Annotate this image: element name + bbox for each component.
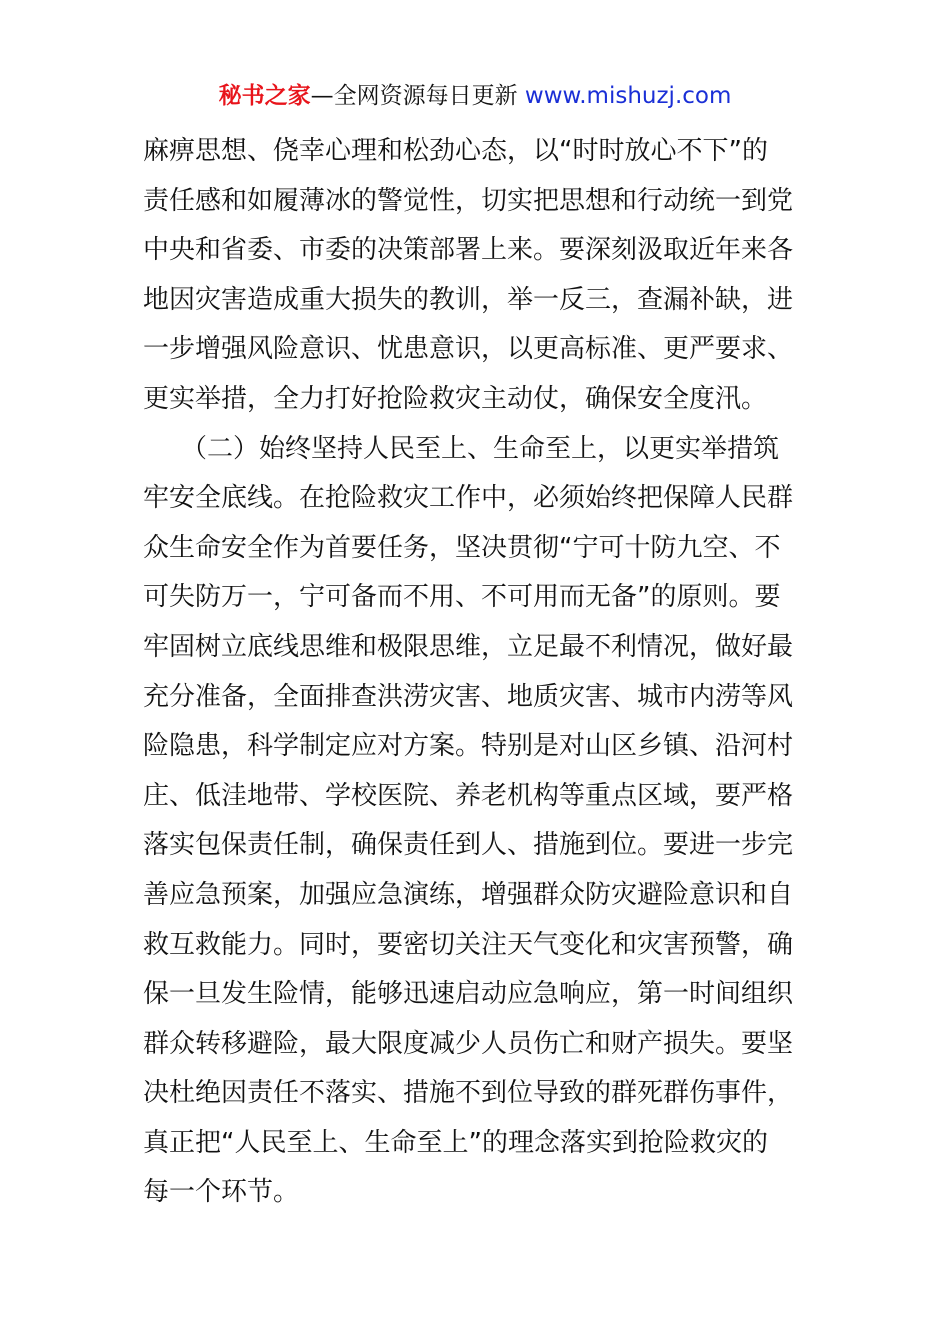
text-line: 保一旦发生险情，能够迅速启动应急响应，第一时间组织 bbox=[143, 979, 794, 1010]
document-body bbox=[143, 127, 813, 1218]
text-line: 险隐患，科学制定应对方案。特别是对山区乡镇、沿河村 bbox=[143, 731, 794, 762]
text-line: 责任感和如履薄冰的警觉性，切实把思想和行动统一到党 bbox=[143, 185, 794, 216]
text-line: 麻痹思想、侥幸心理和松劲心态，以“时时放心不下”的 bbox=[143, 136, 768, 166]
site-url-link[interactable]: www.mishuzj.com bbox=[524, 83, 732, 109]
text-line: 一步增强风险意识、忧患意识，以更高标准、更严要求、 bbox=[143, 334, 794, 365]
site-brand: 秘书之家 bbox=[218, 83, 311, 109]
site-tagline: —全网资源每日更新 bbox=[310, 83, 518, 109]
text-line: 中央和省委、市委的决策部署上来。要深刻汲取近年来各 bbox=[143, 235, 794, 266]
text-line: 救互救能力。同时，要密切关注天气变化和灾害预警，确 bbox=[143, 929, 794, 960]
text-line: 真正把“人民至上、生命至上”的理念落实到抢险救灾的 bbox=[143, 1127, 768, 1158]
text-line: 牢安全底线。在抢险救灾工作中，必须始终把保障人民群 bbox=[143, 483, 794, 514]
text-line: 众生命安全作为首要任务，坚决贯彻“宁可十防九空、不 bbox=[143, 532, 781, 563]
text-line: 更实举措，全力打好抢险救灾主动仗，确保安全度汛。 bbox=[143, 383, 768, 414]
text-line: 可失防万一，宁可备而不用、不可用而无备”的原则。要 bbox=[143, 582, 781, 613]
text-line: 地因灾害造成重大损失的教训，举一反三，查漏补缺，进 bbox=[143, 284, 794, 315]
text-line: 群众转移避险，最大限度减少人员伤亡和财产损失。要坚 bbox=[143, 1028, 794, 1059]
text-line: 善应急预案，加强应急演练，增强群众防灾避险意识和自 bbox=[143, 879, 794, 910]
section-heading-line: （二）始终坚持人民至上、生命至上，以更实举措筑 bbox=[181, 433, 780, 464]
text-line: 牢固树立底线思维和极限思维，立足最不利情况，做好最 bbox=[143, 631, 794, 662]
text-line: 充分准备，全面排查洪涝灾害、地质灾害、城市内涝等风 bbox=[143, 681, 794, 712]
text-line: 决杜绝因责任不落实、措施不到位导致的群死群伤事件， bbox=[143, 1078, 794, 1109]
text-line: 每一个环节。 bbox=[143, 1177, 300, 1208]
site-header bbox=[0, 78, 950, 114]
text-line: 落实包保责任制，确保责任到人、措施到位。要进一步完 bbox=[143, 830, 794, 861]
text-line: 庄、低洼地带、学校医院、养老机构等重点区域，要严格 bbox=[143, 780, 794, 811]
